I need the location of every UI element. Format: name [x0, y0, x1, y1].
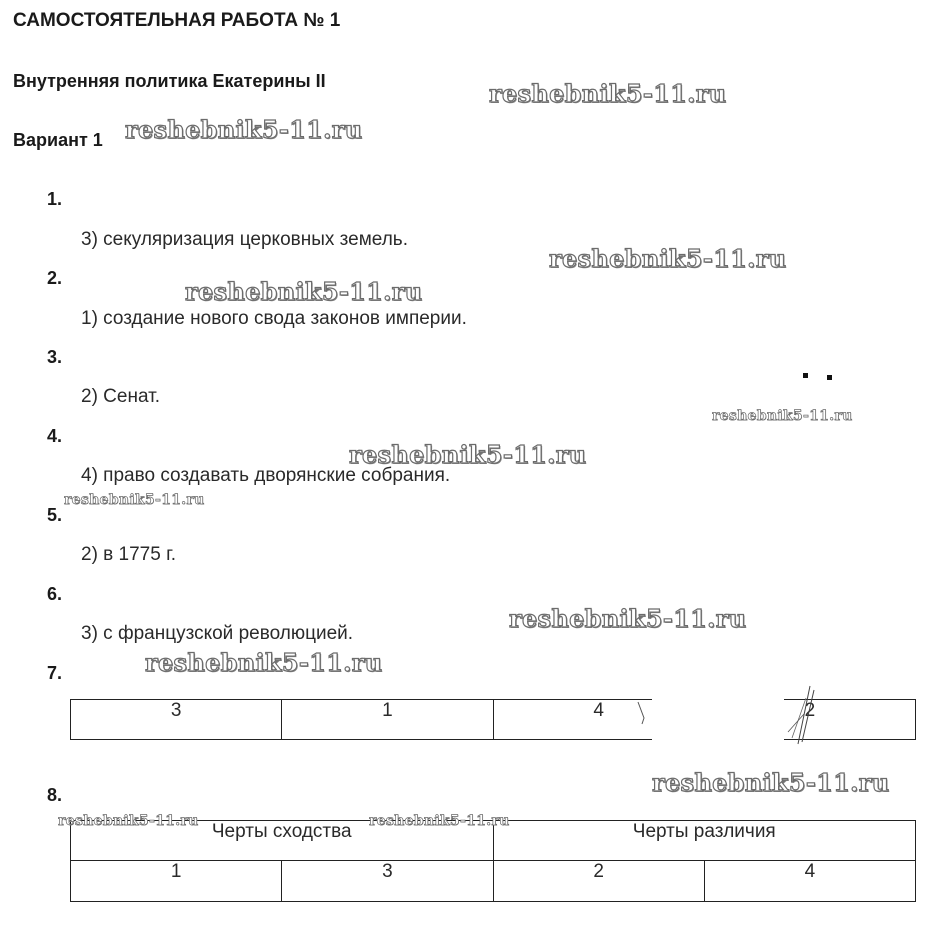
- table-cell: 4: [704, 861, 915, 902]
- watermark: reshebnik5-11.ru: [125, 115, 363, 144]
- answer-table-8: [70, 820, 916, 902]
- question-number-3: 3.: [47, 347, 63, 367]
- watermark: reshebnik5-11.ru: [489, 79, 727, 108]
- answer-5: 2) в 1775 г.: [81, 544, 176, 565]
- watermark: reshebnik5-11.ru: [549, 244, 787, 273]
- question-number-1: 1.: [47, 189, 63, 209]
- question-number-7: 7.: [47, 663, 63, 683]
- variant-label: Вариант 1: [13, 130, 103, 150]
- watermark: reshebnik5-11.ru: [509, 604, 747, 633]
- scan-tear: [652, 697, 784, 743]
- table-cell: 2: [493, 861, 704, 902]
- answer-3: 2) Сенат.: [81, 386, 160, 407]
- scan-speck-icon: [827, 375, 832, 380]
- table-cell: 4: [493, 700, 704, 740]
- question-number-5: 5.: [47, 505, 63, 525]
- topic-title: Внутренняя политика Екатерины II: [13, 71, 326, 91]
- tear-edge-icon: [636, 700, 650, 740]
- question-number-8: 8.: [47, 785, 63, 805]
- table-cell: 3: [71, 700, 282, 740]
- question-number-4: 4.: [47, 426, 63, 446]
- table-cell: 1: [71, 861, 282, 902]
- table-cell: 2: [704, 700, 915, 740]
- answer-4: 4) право создавать дворянские собрания.: [81, 465, 451, 486]
- watermark: reshebnik5-11.ru: [652, 768, 890, 797]
- table-cell: 3: [282, 861, 493, 902]
- watermark: reshebnik5-11.ru: [145, 648, 383, 677]
- page-title: САМОСТОЯТЕЛЬНАЯ РАБОТА № 1: [13, 10, 341, 31]
- scan-speck-icon: [803, 373, 808, 378]
- table-header-similarities: Черты сходства: [71, 821, 494, 861]
- table-cell: 1: [282, 700, 493, 740]
- scratch-mark-icon: [780, 684, 820, 748]
- watermark: reshebnik5-11.ru: [64, 492, 205, 508]
- watermark: reshebnik5-11.ru: [185, 277, 423, 306]
- table-header-differences: Черты различия: [493, 821, 916, 861]
- question-number-6: 6.: [47, 584, 63, 604]
- question-number-2: 2.: [47, 268, 63, 288]
- watermark: reshebnik5-11.ru: [369, 813, 510, 829]
- answer-6: 3) с французской революцией.: [81, 623, 354, 644]
- watermark: reshebnik5-11.ru: [58, 813, 199, 829]
- answer-2: 1) создание нового свода законов империи.: [81, 308, 467, 329]
- watermark: reshebnik5-11.ru: [349, 440, 587, 469]
- answer-1: 3) секуляризация церковных земель.: [81, 229, 408, 250]
- watermark: reshebnik5-11.ru: [712, 408, 853, 424]
